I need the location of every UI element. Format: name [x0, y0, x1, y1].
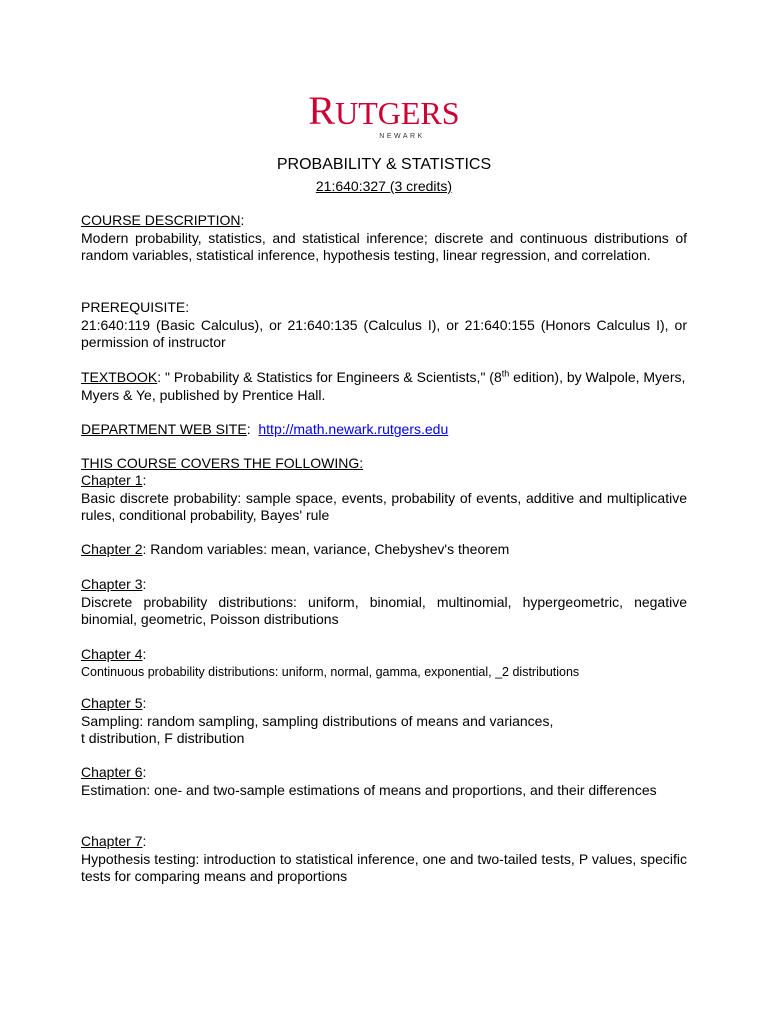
- chapter-4-section: [81, 646, 687, 681]
- website-heading: DEPARTMENT WEB SITE: [81, 421, 247, 437]
- chapter-7-section: [81, 833, 687, 886]
- prerequisite-text: 21:640:119 (Basic Calculus), or 21:640:135 (Calculus I), or 21:640:155 (Honors Calculus I), or permission of instructor: [81, 316, 687, 350]
- department-website-link[interactable]: http://math.newark.rutgers.edu: [258, 421, 449, 437]
- logo-wordmark: RUTGERS: [308, 88, 460, 133]
- chapter-7-label: Chapter 7:: [81, 833, 147, 849]
- course-code: 21:640:327 (3 credits): [315, 178, 453, 194]
- course-title: PROBABILITY & STATISTICS: [276, 156, 492, 173]
- chapter-6-label: Chapter 6:: [81, 764, 147, 780]
- covers-heading: THIS COURSE COVERS THE FOLLOWING:: [81, 455, 364, 471]
- chapter-5-label: Chapter 5:: [81, 695, 147, 711]
- chapter-1-label: Chapter 1:: [81, 472, 147, 488]
- textbook-section: [81, 369, 687, 404]
- chapter-7-text: Hypothesis testing: introduction to statistical inference, one and two-tailed tests, P values, specific tests for comparing means and proportions: [81, 850, 687, 884]
- chapter-5-text-line-2: t distribution, F distribution: [81, 730, 245, 746]
- rutgers-newark-logo: [81, 88, 687, 141]
- chapter-5-text-line-1: Sampling: random sampling, sampling distributions of means and variances,: [81, 712, 554, 729]
- chapter-4-label: Chapter 4:: [81, 646, 147, 662]
- course-description-text: Modern probability, statistics, and statistical inference; discrete and continuous distributions of random variables, statistical inference, hypothesis testing, linear regression, and correlation.: [81, 229, 687, 263]
- prerequisite-heading: PREREQUISITE:: [81, 299, 190, 315]
- chapter-6-section: [81, 764, 687, 799]
- website-section: DEPARTMENT WEB SITE: http://math.newark.rutgers.edu: [81, 421, 449, 437]
- chapter-1-section: [81, 472, 687, 525]
- chapter-2-section: Chapter 2: Random variables: mean, variance, Chebyshev's theorem: [81, 541, 510, 557]
- textbook-text-end: edition), by Walpole, Myers, Myers & Ye, published by Prentice Hall.: [81, 369, 686, 403]
- document-page: [81, 0, 687, 1024]
- course-description-section: [81, 212, 687, 265]
- chapter-2-label: Chapter 2: [81, 541, 143, 557]
- textbook-edition-sup: th: [501, 368, 510, 379]
- logo-subtitle: NEWARK: [379, 133, 425, 140]
- chapter-3-text: Discrete probability distributions: uniform, binomial, multinomial, hypergeometric, negative binomial, geometric, Poisson distributions: [81, 593, 687, 627]
- chapter-3-label: Chapter 3:: [81, 576, 147, 592]
- chapter-3-section: [81, 576, 687, 629]
- course-description-heading: COURSE DESCRIPTION:: [81, 212, 245, 228]
- chapter-2-text: Random variables: mean, variance, Chebyshev's theorem: [150, 541, 510, 557]
- prerequisite-section: [81, 299, 687, 352]
- chapter-5-section: [81, 695, 687, 748]
- textbook-text: : " Probability & Statistics for Engineers & Scientists," (8: [157, 369, 502, 385]
- chapter-6-text: Estimation: one- and two-sample estimations of means and proportions, and their differences: [81, 781, 657, 798]
- chapter-1-text: Basic discrete probability: sample space, events, probability of events, additive and multiplicative rules, conditional probability, Bayes' rule: [81, 489, 687, 523]
- textbook-heading: TEXTBOOK: [81, 369, 158, 385]
- chapter-4-text: Continuous probability distributions: uniform, normal, gamma, exponential, _2 distributions: [81, 664, 580, 679]
